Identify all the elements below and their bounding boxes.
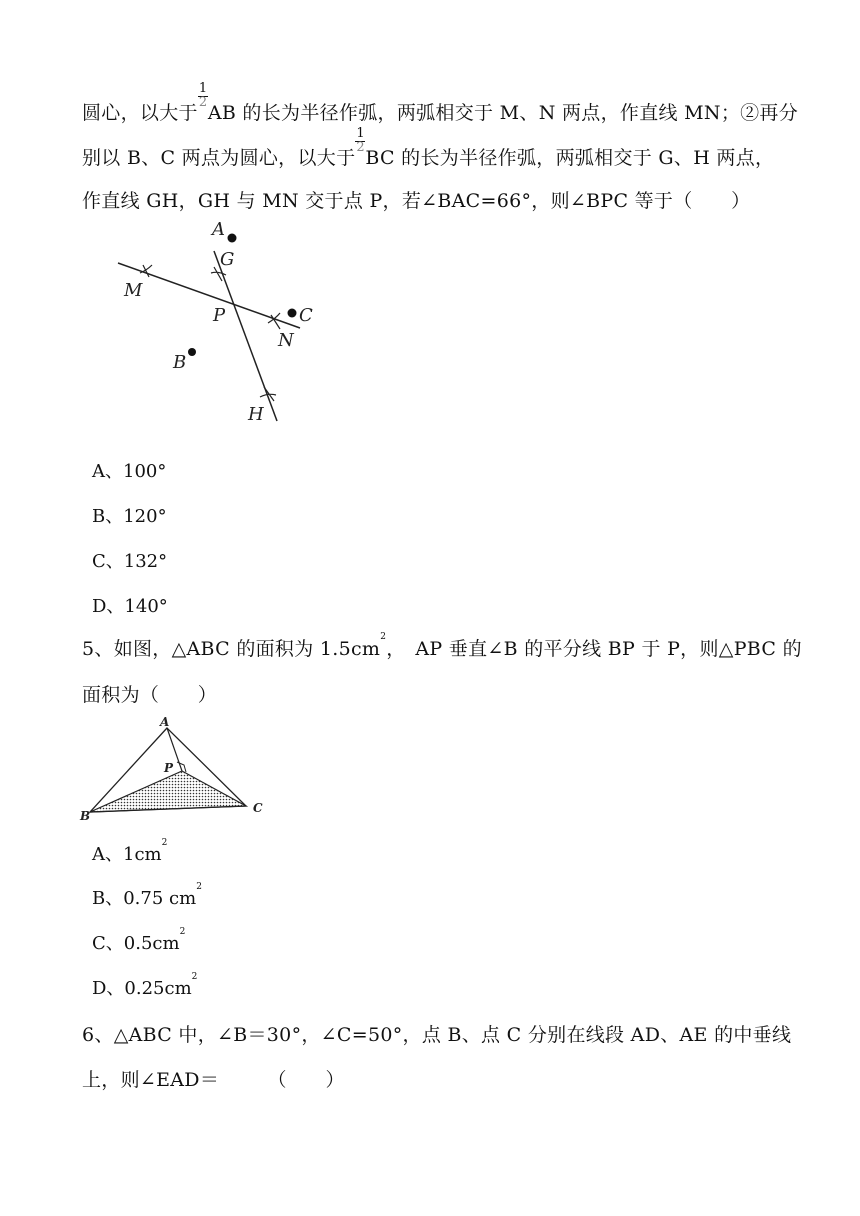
label-h: H (248, 404, 264, 425)
point-c (288, 309, 297, 318)
label-m: M (124, 280, 143, 301)
q5-option-c: C、$0.5cm^2$ (92, 927, 186, 954)
q4-line1-prefix: 圆心，以大于 (82, 102, 198, 124)
label-b: B (173, 352, 187, 373)
q4-figure-perpendicular-bisectors (100, 215, 340, 430)
q5-sup: 2 (380, 632, 387, 642)
label-a: A (212, 219, 225, 240)
q4-option-a: A、100° (92, 461, 167, 482)
label-c: C (299, 305, 313, 326)
q4-line2-suffix: BC 的长为半径作弧，两弧相交于 G、H 两点， (365, 147, 775, 169)
q5-option-a: A、$1cm^2$ (92, 838, 168, 865)
q4-option-c: C、132° (92, 551, 168, 572)
arc-mark-h (260, 387, 276, 401)
label-p: P (213, 305, 226, 326)
q4-option-b: B、120° (92, 506, 167, 527)
label-g: G (220, 249, 235, 270)
q4-option-d: D、140° (92, 596, 168, 617)
q4-text-line-3: 作直线 GH，GH 与 MN 交于点 P，若∠BAC=66°，则∠BPC 等于（ ） (82, 190, 751, 212)
q4-text-line-1 (82, 81, 799, 125)
q5-line1-prefix: 5、如图，△ABC 的面积为 1.5cm (82, 638, 381, 660)
q5-option-b: B、0.75 $cm^2$ (92, 882, 202, 909)
q5-figure-triangle (78, 714, 273, 824)
point-a (228, 234, 237, 243)
label-b: B (80, 809, 91, 823)
one-half-fraction: $\frac{1}{2}$ (356, 126, 365, 155)
q4-line1-suffix: AB 的长为半径作弧，两弧相交于 M、N 两点，作直线 MN；②再分 (207, 102, 799, 124)
one-half-fraction: $\frac{1}{2}$ (198, 81, 208, 110)
q5-text-line-1 (82, 634, 802, 661)
label-p: P (164, 761, 174, 775)
label-c: C (253, 801, 263, 815)
label-n: N (278, 330, 294, 351)
shaded-triangle-pbc (90, 771, 246, 812)
q5-option-d: D、$0.25cm^2$ (92, 972, 198, 999)
label-a: A (160, 715, 170, 729)
q6-text-line-2: 上，则∠EAD＝ （ ） (82, 1069, 345, 1091)
q5-line1-suffix: ， AP 垂直∠B 的平分线 BP 于 P，则△PBC 的 (386, 638, 802, 660)
q6-text-line-1: 6、△ABC 中，∠B＝30°，∠C=50°，点 B、点 C 分别在线段 AD、AE 的中垂线 (82, 1024, 792, 1046)
q5-text-line-2: 面积为（ ） (82, 684, 218, 706)
q4-line2-prefix: 别以 B、C 两点为圆心，以大于 (82, 147, 356, 169)
line-gh (214, 251, 277, 421)
q4-text-line-2 (82, 126, 775, 170)
point-b (188, 348, 196, 356)
